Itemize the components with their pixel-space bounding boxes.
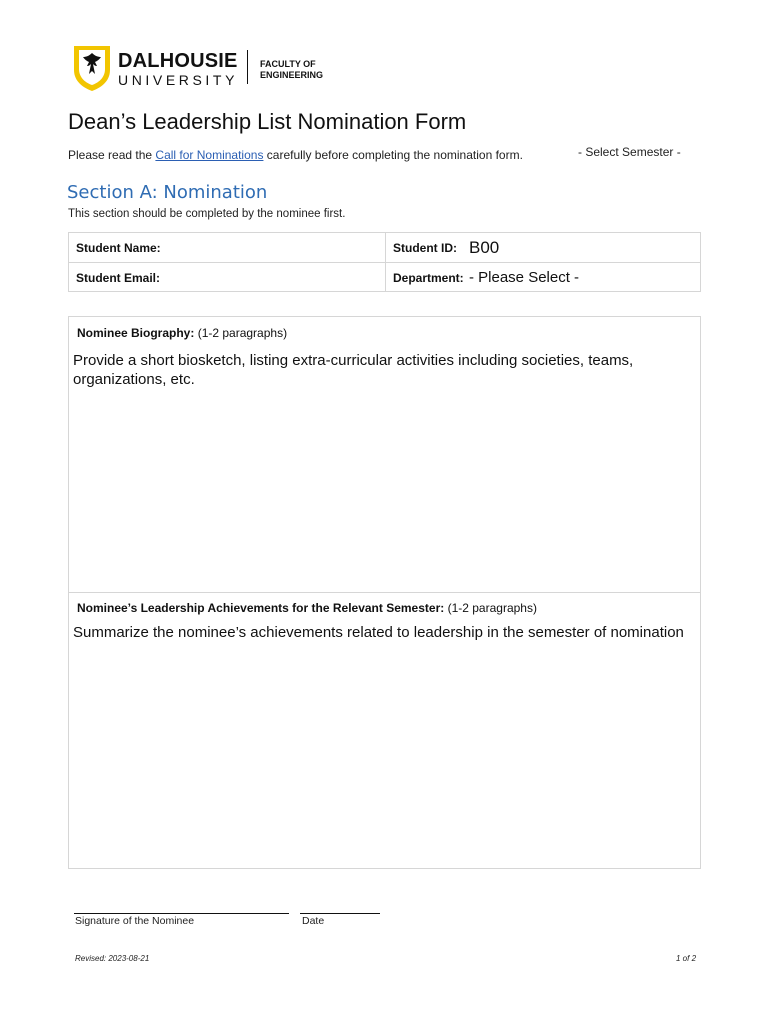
revision-date: Revised: 2023-08-21 [75,954,150,963]
biography-label-note: (1-2 paragraphs) [194,326,288,340]
section-a-heading: Section A: Nomination [67,182,268,203]
signature-label: Signature of the Nominee [75,915,195,927]
student-id-field[interactable]: B00 [469,238,500,257]
biography-label [77,326,287,340]
achievements-label-bold: Nominee’s Leadership Achievements for the Relevant Semester: [77,601,445,615]
nomination-details-box [68,316,701,869]
student-id-label: Student ID: [393,241,457,255]
call-for-nominations-link[interactable]: Call for Nominations [155,148,264,162]
achievements-textarea[interactable]: Summarize the nominee’s achievements related to leadership in the semester of nomination [73,624,684,641]
section-a-note: This section should be completed by the nominee first. [68,208,346,220]
date-label: Date [302,915,325,927]
department-label: Department: [393,271,464,285]
signature-line[interactable] [74,913,289,914]
logo-divider [247,50,248,84]
intro-prefix: Please read the [68,148,156,162]
biography-label-bold: Nominee Biography: [77,326,195,340]
student-email-label: Student Email: [76,271,161,285]
student-info-table [68,232,701,292]
faculty-line-2: ENGINEERING [260,70,324,80]
university-name-bottom: UNIVERSITY [118,72,239,88]
faculty-line-1: FACULTY OF [260,59,316,69]
student-email-field[interactable] [179,264,379,290]
table-col-divider [385,233,386,291]
form-title: Dean’s Leadership List Nomination Form [68,109,467,134]
box-divider [69,592,700,593]
intro-text [68,148,523,162]
semester-select[interactable]: - Select Semester - [578,145,681,159]
university-name-top: DALHOUSIE [118,50,238,72]
student-name-label: Student Name: [76,241,161,255]
achievements-label-note: (1-2 paragraphs) [444,601,537,615]
student-name-field[interactable] [179,235,379,259]
biography-textarea[interactable]: Provide a short biosketch, listing extra-curricular activities including societies, teams, organizations, etc. [73,352,634,388]
achievements-label [77,601,537,615]
dalhousie-shield-icon [72,44,112,92]
university-logo [72,44,332,94]
page-number: 1 of 2 [676,954,697,963]
date-line[interactable] [300,913,380,914]
intro-suffix: carefully before completing the nomination form. [263,148,523,162]
department-select[interactable]: - Please Select - [469,269,580,286]
faculty-name [260,59,340,81]
